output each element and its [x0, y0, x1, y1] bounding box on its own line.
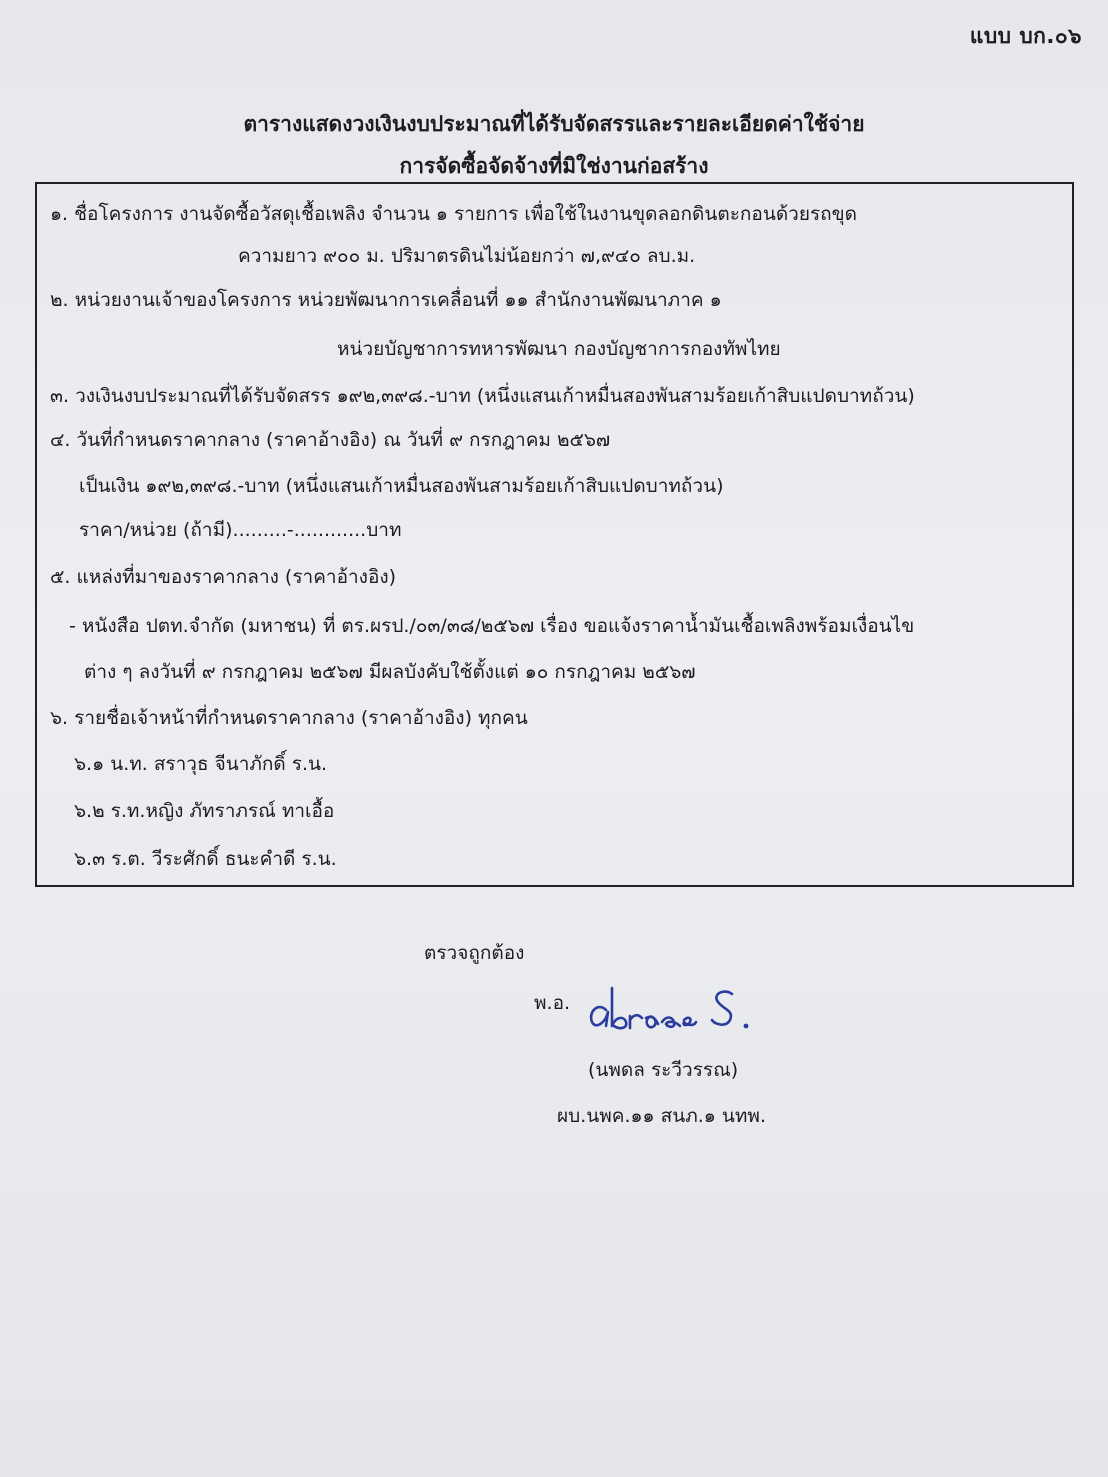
form-code: แบบ บก.๐๖	[969, 24, 1082, 48]
item-5-price-source: ๕. แหล่งที่มาของราคากลาง (ราคาอ้างอิง)	[50, 566, 397, 588]
signer-rank: พ.อ.	[534, 992, 571, 1014]
handwritten-signature	[584, 982, 774, 1038]
item-3-budget: ๓. วงเงินงบประมาณที่ได้รับจัดสรร ๑๙๒,๓๙๘.-บาท (หนึ่งแสนเก้าหมื่นสองพันสามร้อยเก้าสิบแปดบาทถ้วน)	[50, 385, 915, 407]
item-2-owner-unit: ๒. หน่วยงานเจ้าของโครงการ หน่วยพัฒนาการเคลื่อนที่ ๑๑ สำนักงานพัฒนาภาค ๑	[50, 289, 722, 311]
item-6-officers-heading: ๖. รายชื่อเจ้าหน้าที่กำหนดราคากลาง (ราคาอ้างอิง) ทุกคน	[50, 707, 528, 729]
item-6-officer-1: ๖.๑ น.ท. สราวุธ จีนาภักดิ์ ร.น.	[74, 753, 328, 775]
item-5-source-letter: - หนังสือ ปตท.จำกัด (มหาชน) ที่ ตร.ผรป./๐๓/๓๘/๒๕๖๗ เรื่อง ขอแจ้งราคาน้ำมันเชื้อเพลิงพร้อมเงื่อนไข	[69, 615, 915, 637]
item-6-officer-2: ๖.๒ ร.ท.หญิง ภัทราภรณ์ ทาเอื้อ	[74, 800, 335, 822]
item-2-owner-command: หน่วยบัญชาการทหารพัฒนา กองบัญชาการกองทัพไทย	[337, 338, 781, 360]
signer-position: ผบ.นพค.๑๑ สนภ.๑ นทพ.	[557, 1105, 766, 1127]
item-4-reference-date: ๔. วันที่กำหนดราคากลาง (ราคาอ้างอิง) ณ วันที่ ๙ กรกฎาคม ๒๕๖๗	[50, 429, 611, 451]
document-title-line2: การจัดซื้อจัดจ้างที่มิใช่งานก่อสร้าง	[399, 154, 709, 178]
item-5-source-date: ต่าง ๆ ลงวันที่ ๙ กรกฎาคม ๒๕๖๗ มีผลบังคับใช้ตั้งแต่ ๑๐ กรกฎาคม ๒๕๖๗	[84, 661, 696, 683]
item-6-officer-3: ๖.๓ ร.ต. วีระศักดิ์ ธนะคำดี ร.น.	[74, 848, 337, 870]
item-1-project-detail: ความยาว ๙๐๐ ม. ปริมาตรดินไม่น้อยกว่า ๗,๙๔๐ ลบ.ม.	[238, 245, 696, 267]
signer-name: (นพดล ระวีวรรณ)	[588, 1059, 739, 1081]
item-1-project-name: ๑. ชื่อโครงการ งานจัดซื้อวัสดุเชื้อเพลิง จำนวน ๑ รายการ เพื่อใช้ในงานขุดลอกดินตะกอนด้วยรถขุด	[50, 203, 858, 225]
document-title-line1: ตารางแสดงวงเงินงบประมาณที่ได้รับจัดสรรและรายละเอียดค่าใช้จ่าย	[243, 112, 865, 136]
item-4-unit-price: ราคา/หน่วย (ถ้ามี).........-............บาท	[79, 519, 402, 541]
item-4-amount: เป็นเงิน ๑๙๒,๓๙๘.-บาท (หนึ่งแสนเก้าหมื่นสองพันสามร้อยเก้าสิบแปดบาทถ้วน)	[79, 475, 724, 497]
verified-label: ตรวจถูกต้อง	[424, 942, 525, 964]
